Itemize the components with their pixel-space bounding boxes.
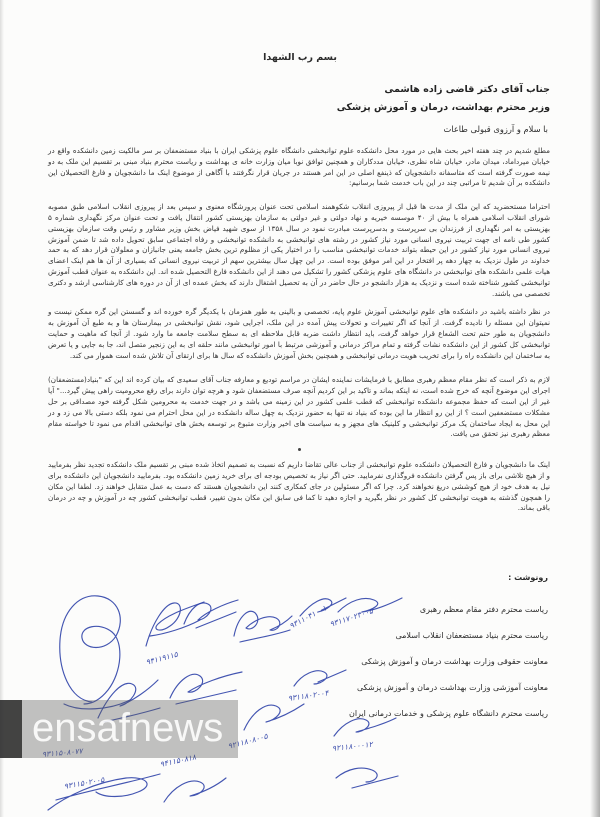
addressee-title: وزیر محترم بهداشت، درمان و آموزش پزشکی (336, 102, 550, 113)
signature-student-number: ۹۳۱۱۷۰۲۳۰۰۵ (328, 606, 375, 629)
signature-scribble (164, 778, 226, 802)
addressee-name: جناب آقای دکتر قاضی زاده هاشمی (384, 84, 550, 95)
body-paragraph: مطلع شدیم در چند هفته اخیر بحث هایی در مورد محل دانشکده علوم توانبخشی دانشگاه علوم پزشکی ایران با بنیاد مستضعفان بر سر مالکیت زمین دانشکده واقع در خیابان میرداماد، میدان مادر، خیابان شاه نظری، خیابان مددکاران و همچنین توافق نوبا میان وزارت خانه ی بهداشت و ریاست محترم بنیاد مبنی بر تقسیم این ملک به دو نیمه صورت گرفته است که متاسفانه دانشجویان که ذینفع اصلی در این امر هستند در جریان قرار نگرفتند با آگاهی از موضوع اینک ما دانشجویان و فارغ التحصیلان این دانشکده بر آن شدیم تا مراتبی چند در این باب خدمت شما برسانیم: (48, 146, 550, 188)
cc-recipient: معاونت آموزشی وزارت بهداشت درمان و آموزش پزشکی (356, 683, 548, 692)
cc-recipient: ریاست محترم دفتر مقام معظم رهبری (419, 605, 548, 614)
signature-student-number: ۹۴۱۱۹۱۱۵ (144, 649, 179, 667)
signature-student-number: ۹۳۱۱۵۰۲۰۰۵ (63, 774, 105, 791)
signature-scribble (60, 596, 121, 704)
watermark-strip (0, 700, 22, 758)
body-paragraph: اینک ما دانشجویان و فارغ التحصیلان دانشکده علوم توانبخشی از جناب عالی تقاضا داریم که نسبت به تصمیم اتخاذ شده مبنی بر تقسیم ملک دانشکده تجدید نظر بفرمایید و از هیچ تلاشی برای باز پس گرفتن دانشکده فروگذاری نفرمایید. حتی اگر نیاز به تخصیص بودجه ای برای خرید زمین دانشکده بود. بفرمایید دانشجویان این دانشکده برای نیل به هدف خود از هیچ کوششی دریغ نخواهند کرد. چرا که اگر مسئولین در جای کمکاری کنند این دانشجویان هستند که دست به عمل متقابل خواهند زد. لطفا این مکان را همچون گذشته به هویت توانبخشی کل کشور در نظر بگیرید و اجازه دهید تا کما فی سابق این مکان بدون تغییر، قطب توانبخشی کشور چه در آموزش و چه در درمان باقی بماند. (48, 460, 550, 513)
body-paragraph: در نظر داشته باشید در دانشکده های علوم توانبخشی آموزش علوم پایه، تخصصی و بالینی به طور همزمان با یکدیگر گره خورده اند و گسستن این گره ممکن نیست و نمیتوان این مسئله را نادیده گرفت. از آنجا که اگر تغییرات و تحولات پیش آمده در این ملک، اجرایی شود، نقش توانبخشی در بیمارستان ها و به طبع آن آموزش به دانشجویان به طور حتم تحت الشعاع قرار خواهد گرفت، باید انتظار داشت ضربه قابل ملاحظه ای به سطح سلامت جامعه ما وارد شود. از آنجا که ماهیت و حمایت توانبخشی کل کشور از این دانشکده نشات گرفته و تمام مراکز درمانی و آموزشی مرتبط با امور توانبخشی مانند حلقه ای به این زنجیر متصل اند، جا به جایی و یا تعرض به ساختمان این دانشکده راه را برای تخریب هویت درمانی توانبخشی و همچنین بخش آموزش دانشکده که سال ها برای ارتقای آن تلاش شده است هموار می کند. (48, 307, 550, 360)
cc-heading: رونوشت : (508, 573, 548, 582)
signature-student-number: ۹۴۱۱۵۰۸۱۸ (159, 752, 197, 769)
signature-student-number: ۹۲۱۱۸۰۸۰۰۵ (226, 731, 269, 751)
cc-recipient: ریاست محترم بنیاد مستضعفان انقلاب اسلامی (395, 631, 548, 640)
cc-recipient: ریاست محترم دانشگاه علوم پزشکی و خدمات درمانی ایران (348, 709, 548, 718)
signature-scribble (244, 704, 304, 730)
signature-scribble (334, 718, 396, 736)
signature-scribble (336, 768, 398, 788)
watermark (0, 700, 238, 758)
signature-student-number: ۹۳۱۱۰۴۱۰۰۱ (287, 603, 329, 631)
signature-student-number: ۹۲۱۱۸۰۰۰۱۲ (331, 739, 374, 753)
signature-scribble (234, 611, 292, 642)
cc-recipient: معاونت حقوقی وزارت بهداشت درمان و آموزش پزشکی (361, 657, 548, 666)
greeting: با سلام و آرزوی قبولی طاعات (443, 124, 548, 134)
letter-invocation: بسم رب الشهدا (263, 52, 337, 63)
signature-scribble (294, 670, 346, 686)
body-paragraph: احتراما مستحضرید که این ملک از مدت ها قبل از پیروزی انقلاب شکوهمند اسلامی تحت عنوان پرورشگاه معنوی و سپس بعد از پیروزی انقلاب اسلامی طبق مصوبه شورای انقلاب اسلامی همراه با بیش از ۴۰ موسسه خیریه و نهاد دولتی و غیر دولتی به سازمان بهزیستی کشور انتقال یافت و تحت عنوان مرکز نگهداری شماره ۵ بهزیستی به امر نگهداری از فرزندان بی سرپرست و بدسرپرست مبادرت نمود در سال ۱۳۵۸ از سوی شهید فیاض بخش وزیر مشاور و رئیس وقت سازمان بهزیستی کشور طی نامه ای جهت تربیت نیروی انسانی مورد نیاز کشور در رشته های توانبخشی به دانشکده توانبخشی و رفاه اجتماعی سابق تحویل داده شد تا ضمن آموزش نیروی انسانی مورد نیاز کشور در این حیطه بتواند خدمات توانبخشی مناسب را در اختیار یکی از مظلوم ترین بخش جامعه یعنی جانبازان و معلولان قرار دهد که به حمد خداوند در طول نزدیک به چهار دهه پر افتخار در این امر موفق بوده است. در این چهل سال بیشترین سهم از تربیت نیروی انسانی که بسیاری از آن ها هم اینک اعضای هیات علمی دانشکده های توانبخشی در دانشگاه های علوم پزشکی کشور را تشکیل می دهند از این دانشکده فارغ التحصیل شده اند. این دانشکده به عنوان قطب آموزش توانبخشی کشور شناخته شده است و نزدیک به هزار دانشجو در حال حاضر در آن به تحصیل اشتغال دارند که بخش عمده ای از آن در دوره های کارشناسی ارشد و دکتری تخصصی می باشند. (48, 202, 550, 298)
body-paragraph: لازم به ذکر است که نظر مقام معظم رهبری مطابق با فرمایشات نماینده ایشان در مراسم تودیع و معارفه جناب آقای سعیدی که بیان کرده اند این که "بنیاد(مستضعفان) اجرای این موضوع آنچه که خرج شده است، نه اینکه بماند و تاکید بر این کردیم آنچه صرف مستضعفان شود و هرچه توان دارند برای رفع محرومیت راهی پیش گیرد..." آیا غیر از این است که حفظ مجموعه دانشکده توانبخشی که قطب علمی کشور در این زمینه می باشد و در جهت خدمت به محرومین شکل گرفته خود مصداقی بر حل مشکلات مستضعفین است ؟ از این رو انتظار ما این بوده که بنیاد نه تنها به حضور نزدیک به چهل ساله دانشکده در این محل احترام می نمود بلکه دستی بالا می زد و در این محل به ایجاد ساختمان یک مرکز توانبخشی و کلینیک های مجهز و به سیاست های اخیر وزارت متبوع بر توسعه بخش های توانبخشی اقدام می نمود تا خواسته مقام معظم رهبری نیز تحقق می یافت. (48, 375, 550, 439)
watermark-text: ensafnews (32, 706, 224, 750)
signature-student-number: ۹۳۱۱۸۰۲۰۰۴ (287, 688, 330, 703)
signature-scribble (146, 602, 204, 646)
signature-student-number: ۹۳۱۱۵۰۸۰۷۷ (41, 746, 84, 759)
